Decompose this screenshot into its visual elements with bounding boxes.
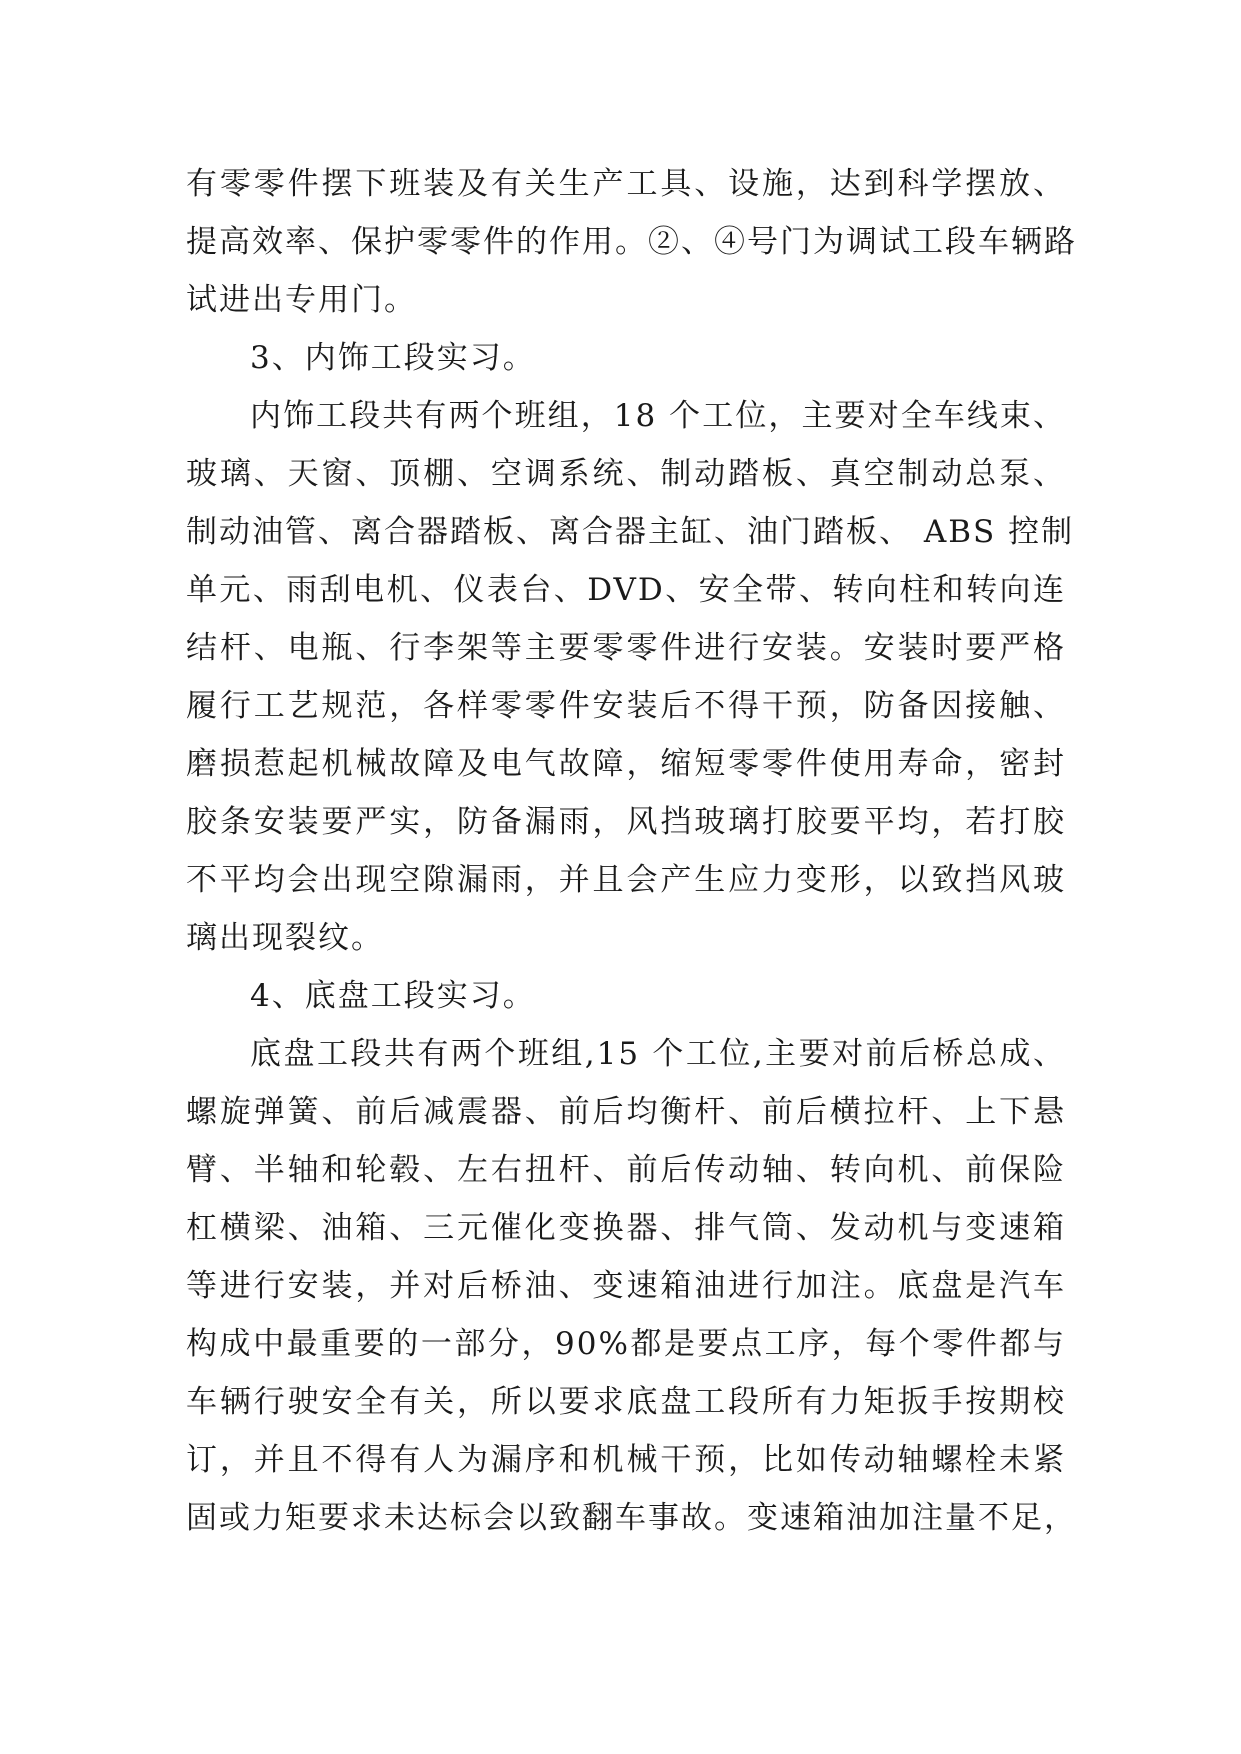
text-line: 玻璃、天窗、顶棚、空调系统、制动踏板、真空制动总泵、 (186, 456, 1066, 492)
text-line: 试进出专用门。 (186, 282, 417, 318)
text-line: 单元、雨刮电机、仪表台、DVD、安全带、转向柱和转向连 (186, 572, 1066, 608)
text-line: 不平均会出现空隙漏雨，并且会产生应力变形，以致挡风玻 (186, 862, 1066, 898)
text-line: 臂、半轴和轮毂、左右扭杆、前后传动轴、转向机、前保险 (186, 1152, 1066, 1188)
text-line: 等进行安装，并对后桥油、变速箱油进行加注。底盘是汽车 (186, 1268, 1066, 1304)
text-line: 磨损惹起机械故障及电气故障，缩短零零件使用寿命，密封 (186, 746, 1066, 782)
text-line: 4、底盘工段实习。 (250, 978, 536, 1014)
text-line: 底盘工段共有两个班组,15 个工位,主要对前后桥总成、 (250, 1036, 1066, 1072)
text-line: 履行工艺规范，各样零零件安装后不得干预，防备因接触、 (186, 688, 1066, 724)
text-line: 订，并且不得有人为漏序和机械干预，比如传动轴螺栓未紧 (186, 1442, 1066, 1478)
text-line: 胶条安装要严实，防备漏雨，风挡玻璃打胶要平均，若打胶 (186, 804, 1066, 840)
text-line: 3、内饰工段实习。 (250, 340, 536, 376)
text-line: 车辆行驶安全有关，所以要求底盘工段所有力矩扳手按期校 (186, 1384, 1066, 1420)
text-line: 螺旋弹簧、前后减震器、前后均衡杆、前后横拉杆、上下悬 (186, 1094, 1066, 1130)
text-line: 制动油管、离合器踏板、离合器主缸、油门踏板、 ABS 控制 (186, 514, 1075, 550)
text-line: 构成中最重要的一部分，90%都是要点工序，每个零件都与 (186, 1326, 1066, 1362)
text-line: 有零零件摆下班装及有关生产工具、设施，达到科学摆放、 (186, 166, 1066, 202)
text-line: 璃出现裂纹。 (186, 920, 384, 956)
text-line: 结杆、电瓶、行李架等主要零零件进行安装。安装时要严格 (186, 630, 1066, 666)
document-body (186, 155, 1077, 1547)
text-line: 提高效率、保护零零件的作用。②、④号门为调试工段车辆路 (186, 224, 1077, 260)
text-line: 内饰工段共有两个班组，18 个工位，主要对全车线束、 (250, 398, 1066, 434)
text-line: 杠横梁、油箱、三元催化变换器、排气筒、发动机与变速箱 (186, 1210, 1066, 1246)
text-line: 固或力矩要求未达标会以致翻车事故。变速箱油加注量不足， (186, 1500, 1077, 1536)
